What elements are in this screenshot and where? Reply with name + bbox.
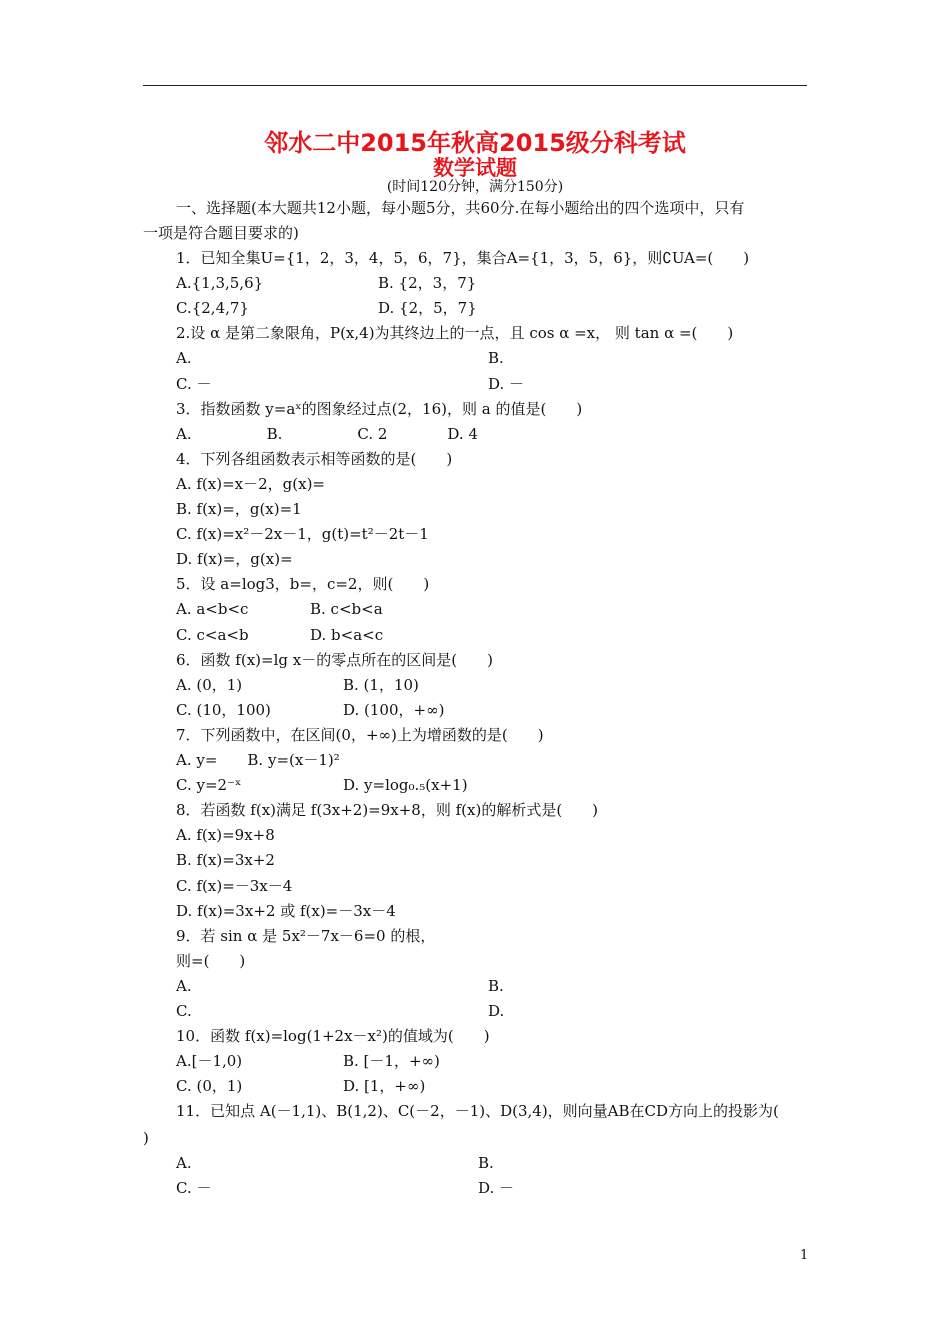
question-line: A. a<b<c — [176, 600, 249, 619]
exam-meta: (时间120分钟，满分150分) — [386, 179, 564, 195]
question-line: C. － — [176, 374, 212, 393]
question-line: A. (0，1) — [176, 675, 243, 694]
question-line: 9．若 sin α 是 5x²－7x－6=0 的根， — [176, 926, 436, 945]
question-line: B. f(x)=3x+2 — [176, 851, 275, 870]
option-right: B. [－1，+∞) — [343, 1052, 440, 1071]
question-line: C. (0，1) — [176, 1077, 243, 1096]
question-line: A. — [176, 976, 192, 995]
option-right: B. — [488, 349, 504, 368]
question-line: A. — [176, 349, 192, 368]
option-right: D. b<a<c — [310, 625, 384, 644]
question-line: A. B. C. 2 D. 4 — [176, 424, 478, 443]
question-line: 11．已知点 A(－1,1)、B(1,2)、C(－2，－1)、D(3,4)，则向量AB在CD方向上的投影为( — [176, 1102, 779, 1121]
section-heading-cont: 一项是符合题目要求的) — [143, 224, 299, 242]
header-rule — [143, 85, 807, 86]
exam-title: 邻水二中2015年秋高2015级分科考试 — [264, 129, 686, 157]
option-right: B. c<b<a — [310, 600, 383, 619]
question-line: C. (10，100) — [176, 700, 271, 719]
question-line: C. f(x)=x²－2x－1，g(t)=t²－2t－1 — [176, 525, 429, 544]
question-line: 4．下列各组函数表示相等函数的是( ) — [176, 449, 453, 468]
question-line: 1．已知全集U={1，2，3，4，5，6，7}，集合A={1，3，5，6}，则∁UA=( ) — [176, 249, 750, 267]
question-line: 8．若函数 f(x)满足 f(3x+2)=9x+8，则 f(x)的解析式是( ) — [176, 801, 599, 820]
question-line: A. y= B. y=(x－1)² — [176, 751, 340, 769]
option-right: D. [1，+∞) — [343, 1077, 426, 1096]
question-line: C. — [176, 1002, 192, 1020]
question-line: A. — [176, 1154, 192, 1172]
option-right: D. (100，+∞) — [343, 700, 445, 719]
question-line: 10．函数 f(x)=log(1+2x－x²)的值域为( ) — [176, 1027, 490, 1046]
section-heading: 一、选择题(本大题共12小题，每小题5分，共60分.在每小题给出的四个选项中，只有 — [176, 199, 745, 217]
question-line: 则=( ) — [176, 951, 246, 970]
question-line: C. f(x)=－3x－4 — [176, 876, 293, 895]
question-line: 5．设 a=log3，b=，c=2，则( ) — [176, 575, 430, 594]
question-line: A. f(x)=x－2，g(x)= — [176, 474, 325, 493]
option-right: D. － — [478, 1179, 515, 1198]
question-11-tail: ) — [143, 1129, 149, 1147]
option-right: B. {2，3，7} — [378, 274, 477, 293]
question-line: C.{2,4,7} — [176, 299, 249, 318]
option-right: B. — [478, 1154, 494, 1172]
question-line: C. － — [176, 1179, 212, 1198]
question-line: A.[－1,0) — [176, 1052, 243, 1071]
question-line: A.{1,3,5,6} — [176, 274, 264, 293]
question-line: 7．下列函数中，在区间(0，+∞)上为增函数的是( ) — [176, 725, 544, 744]
question-line: C. c<a<b — [176, 625, 249, 644]
option-right: D. — [488, 1002, 505, 1020]
question-line: A. f(x)=9x+8 — [176, 826, 275, 845]
question-line: C. y=2⁻ˣ — [176, 776, 242, 795]
page-number: 1 — [800, 1248, 809, 1263]
exam-subtitle: 数学试题 — [433, 156, 517, 180]
question-line: 3．指数函数 y=aˣ的图象经过点(2，16)，则 a 的值是( ) — [176, 399, 583, 418]
option-right: D. － — [488, 374, 525, 393]
option-right: B. (1，10) — [343, 675, 419, 694]
question-line: B. f(x)=，g(x)=1 — [176, 500, 302, 518]
option-right: D. y=log₀.₅(x+1) — [343, 776, 468, 795]
option-right: D. {2，5，7} — [378, 299, 477, 318]
option-right: B. — [488, 976, 504, 995]
question-line: D. f(x)=3x+2 或 f(x)=－3x－4 — [176, 901, 396, 920]
question-line: 2.设 α 是第二象限角，P(x,4)为其终边上的一点，且 cos α =x， 则 tan α =( ) — [176, 324, 734, 343]
question-line: D. f(x)=，g(x)= — [176, 550, 293, 569]
question-line: 6．函数 f(x)=lg x－的零点所在的区间是( ) — [176, 650, 493, 669]
